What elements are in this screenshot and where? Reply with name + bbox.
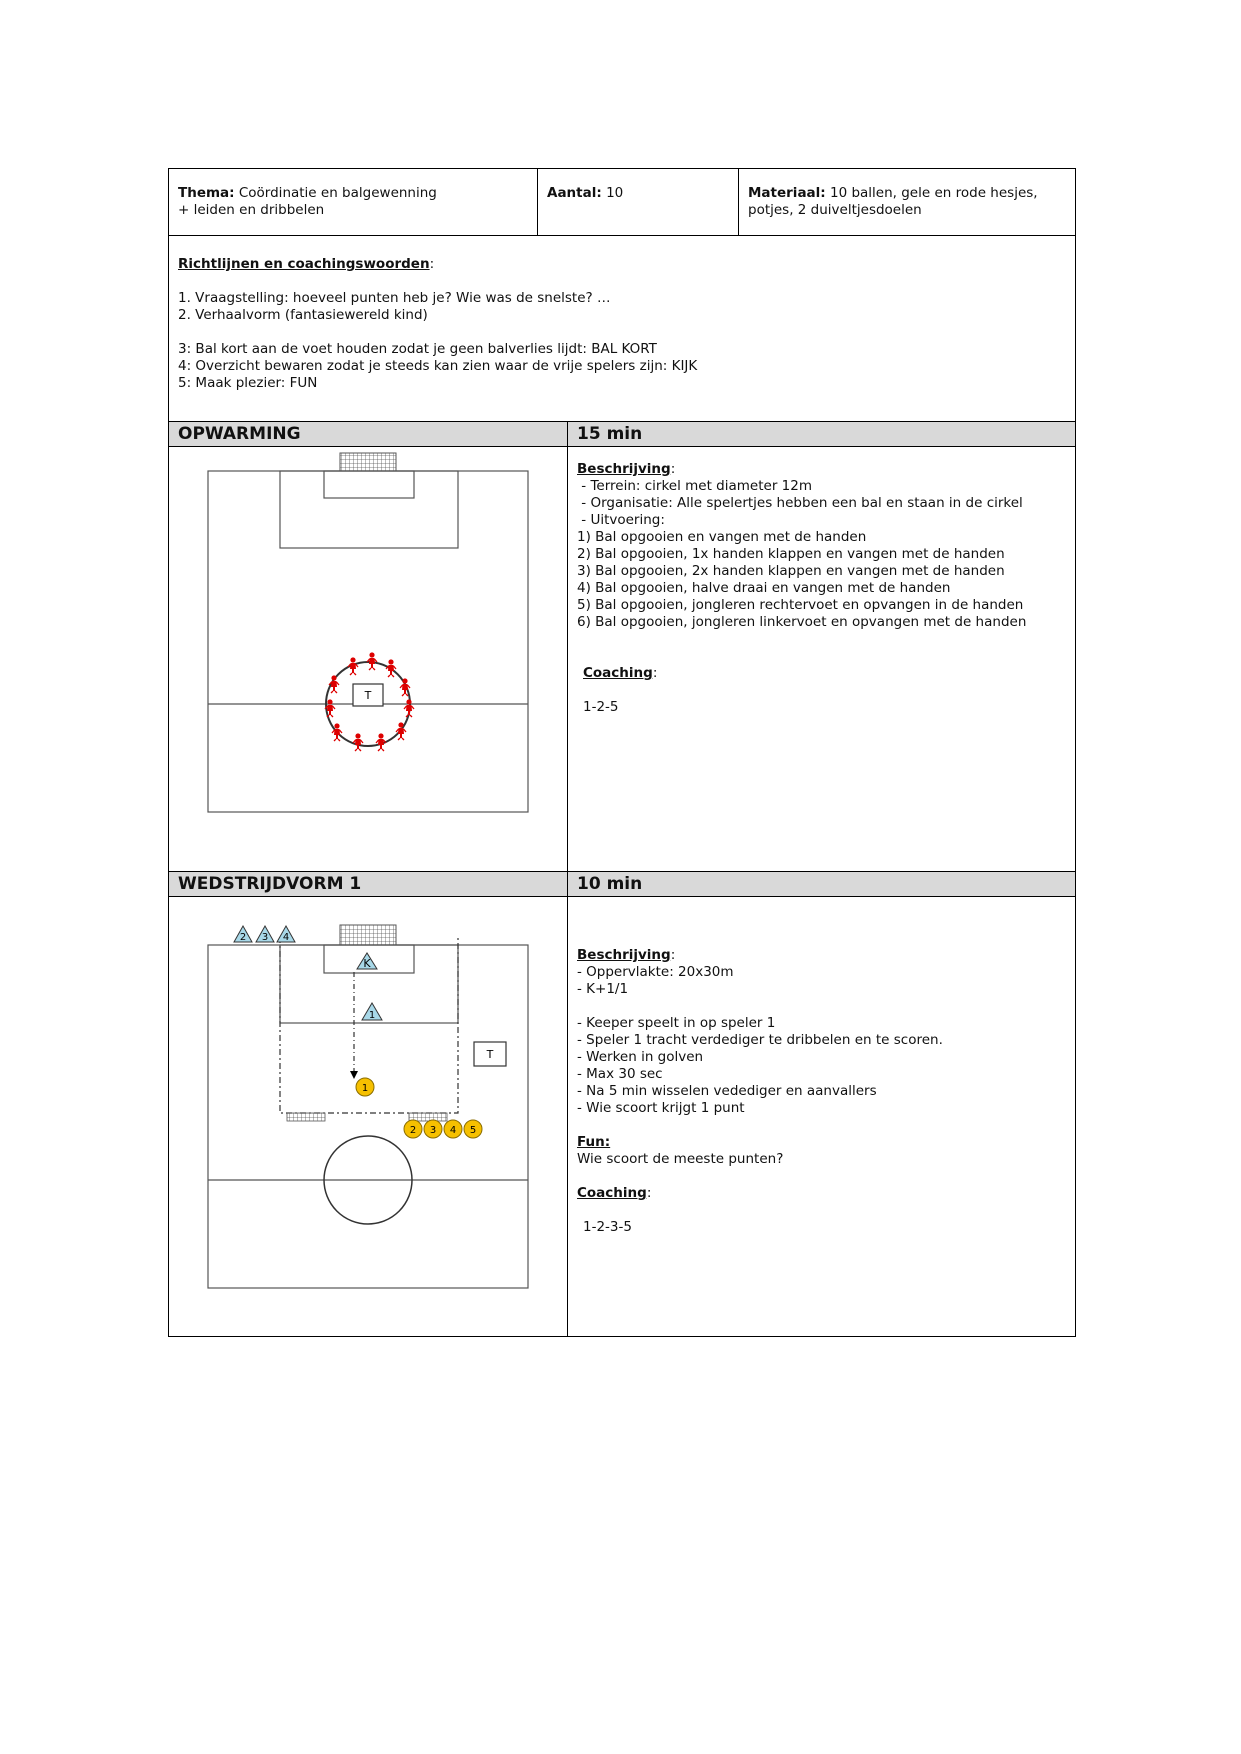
description-line: - Max 30 sec: [577, 1066, 663, 1082]
section-title-cell: [169, 872, 568, 897]
red-player-icon: [332, 723, 342, 741]
penalty-area: [280, 471, 458, 548]
defender-label: 4: [282, 932, 290, 943]
attacker-label: 5: [469, 1125, 477, 1136]
attacker-label: 1: [361, 1083, 369, 1094]
warmup-field-diagram: [169, 447, 567, 867]
description-line: 3) Bal opgooien, 2x handen klappen en vangen met de handen: [577, 563, 1005, 579]
red-player-icon: [329, 675, 339, 693]
section-duration: 10 min: [577, 874, 643, 894]
description-line: - Keeper speelt in op speler 1: [577, 1015, 776, 1031]
guideline-line: 4: Overzicht bewaren zodat je steeds kan zien waar de vrije spelers zijn: KIJK: [178, 358, 698, 374]
description-line: - Werken in golven: [577, 1049, 704, 1065]
description-line: - Speler 1 tracht verdediger te dribbelen en te scoren.: [577, 1032, 943, 1048]
description-heading: Beschrijving:: [577, 947, 676, 963]
section-title: OPWARMING: [178, 424, 301, 444]
trainer-label: T: [486, 1048, 494, 1061]
keeper-label: K: [363, 957, 371, 970]
theme-label: Thema:: [178, 185, 235, 201]
goal-net: [340, 453, 396, 471]
theme-value: Coördinatie en balgewenning: [238, 185, 437, 201]
match-diagram-cell: [169, 897, 568, 1337]
red-player-icon: [376, 733, 386, 751]
red-player-icon: [386, 659, 396, 677]
material-label: Materiaal:: [748, 185, 826, 201]
section-title-cell: [169, 422, 568, 447]
red-player-icon: [353, 733, 363, 751]
count-label: Aantal:: [547, 185, 602, 201]
section-title: WEDSTRIJDVORM 1: [178, 874, 362, 894]
coaching-value: 1-2-5: [583, 699, 619, 715]
guideline-line: 1. Vraagstelling: hoeveel punten heb je? Wie was de snelste? …: [178, 290, 611, 306]
small-goal-left: [287, 1113, 325, 1121]
description-line: 1) Bal opgooien en vangen met de handen: [577, 529, 867, 545]
coaching-heading: Coaching:: [577, 1185, 652, 1201]
description-line: 2) Bal opgooien, 1x handen klappen en vangen met de handen: [577, 546, 1005, 562]
section-duration-cell: [568, 422, 1076, 447]
description-line: - Organisatie: Alle spelertjes hebben een bal en staan in de cirkel: [577, 495, 1023, 511]
material-value: 10 ballen, gele en rode hesjes,: [829, 185, 1038, 201]
guidelines-heading: Richtlijnen en coachingswoorden:: [178, 256, 435, 272]
theme-cell: [169, 169, 538, 236]
description-line: 6) Bal opgooien, jongleren linkervoet en opvangen met de handen: [577, 614, 1027, 630]
attacker-label: 3: [429, 1125, 437, 1136]
field-boundary: [208, 471, 528, 812]
count-value: 10: [606, 185, 624, 201]
description-line: - Terrein: cirkel met diameter 12m: [577, 478, 812, 494]
training-table: [168, 168, 1076, 1337]
count-cell: [538, 169, 739, 236]
match-description-cell: [568, 897, 1076, 1337]
coaching-value: 1-2-3-5: [583, 1219, 632, 1235]
warmup-diagram-cell: [169, 447, 568, 872]
description-line: - Oppervlakte: 20x30m: [577, 964, 734, 980]
attacker-label: 2: [409, 1125, 417, 1136]
goal-area: [324, 471, 414, 498]
trainer-label: T: [364, 689, 372, 702]
section-duration-cell: [568, 872, 1076, 897]
defender-label: 1: [368, 1010, 376, 1021]
red-player-icon: [348, 657, 358, 675]
training-sheet: [168, 168, 1075, 1337]
defender-label: 3: [261, 932, 269, 943]
defender-label: 2: [239, 932, 247, 943]
guideline-line: 2. Verhaalvorm (fantasiewereld kind): [178, 307, 428, 323]
description-line: - Uitvoering:: [577, 512, 665, 528]
fun-value: Wie scoort de meeste punten?: [577, 1151, 784, 1167]
material-cell: [739, 169, 1076, 236]
match-field-diagram: [169, 897, 567, 1332]
warmup-description-cell: [568, 447, 1076, 872]
red-player-icon: [404, 699, 414, 717]
coaching-heading: Coaching:: [583, 665, 658, 681]
description-line: 4) Bal opgooien, halve draai en vangen met de handen: [577, 580, 951, 596]
theme-value-2: + leiden en dribbelen: [178, 202, 325, 218]
fun-heading: Fun:: [577, 1134, 611, 1150]
material-value-2: potjes, 2 duiveltjesdoelen: [748, 202, 922, 218]
description-line: 5) Bal opgooien, jongleren rechtervoet en opvangen in de handen: [577, 597, 1024, 613]
field-boundary: [208, 945, 528, 1288]
goal-net: [340, 925, 396, 945]
description-line: - Na 5 min wisselen vedediger en aanvallers: [577, 1083, 877, 1099]
arrow-head-icon: [350, 1071, 358, 1079]
description-heading: Beschrijving:: [577, 461, 676, 477]
guidelines-cell: [169, 236, 1076, 422]
red-player-icon: [367, 652, 377, 670]
guideline-line: 5: Maak plezier: FUN: [178, 375, 318, 391]
attacker-label: 4: [449, 1125, 457, 1136]
section-duration: 15 min: [577, 424, 643, 444]
guideline-line: 3: Bal kort aan de voet houden zodat je geen balverlies lijdt: BAL KORT: [178, 341, 657, 357]
description-line: - K+1/1: [577, 981, 629, 997]
description-line: - Wie scoort krijgt 1 punt: [577, 1100, 745, 1116]
